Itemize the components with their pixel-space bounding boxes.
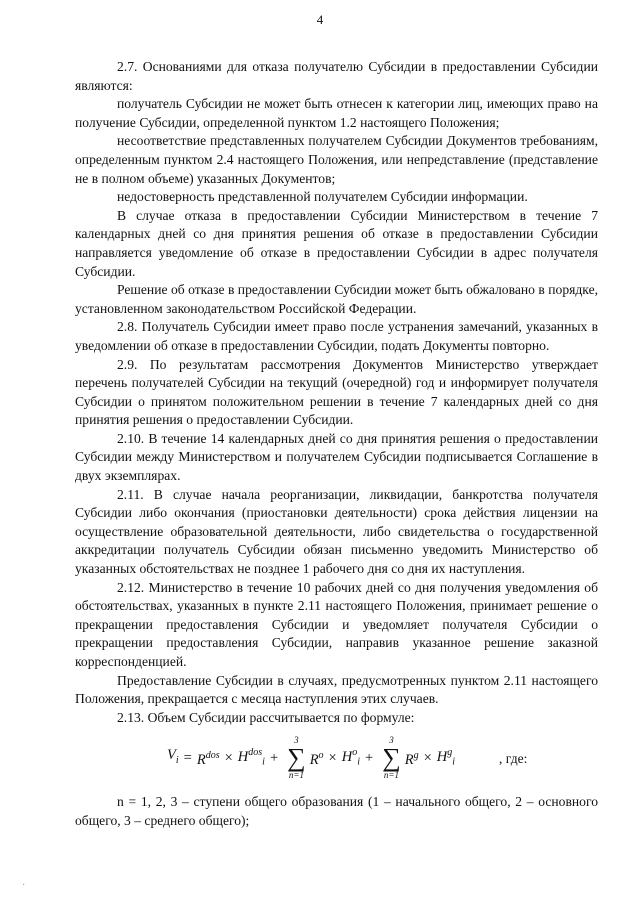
paragraph: недостоверность представленной получателем Субсидии информации.	[117, 189, 528, 205]
formula-plus: +	[365, 750, 374, 767]
paragraph: 2.13. Объем Субсидии рассчитывается по формуле:	[117, 709, 415, 725]
paragraph: 2.10. В течение 14 календарных дней со дня принятия решения о предоставлении Субсидии между Министерством и получателем Субсидии подписывается Соглашение в двух экземплярах.	[75, 430, 598, 484]
paragraph: несоответствие представленных получателем Субсидии Документов требованиям, определенным пунктом 2.4 настоящего Положения, или непредставление (представление не в полном объеме) указанных Документов;	[75, 133, 598, 186]
formula-tail: , где:	[499, 751, 528, 767]
formula-r-dos: $R^{dos}$	[196, 750, 220, 768]
formula-h-g: $H^g_i$	[436, 747, 456, 768]
formula-block	[75, 731, 598, 787]
paragraph: n = 1, 2, 3 – ступени общего образования (1 – начального общего, 2 – основного общего, 3 – среднего общего);	[75, 794, 598, 828]
formula-equals: =	[183, 750, 192, 767]
paragraph: 2.12. Министерство в течение 10 рабочих дней со дня получения уведомления об обстоятельствах, указанных в пункте 2.11 настоящего Положения, принимает решение о прекращении предоставления Субсидии и уведомляет получателя Субсидии о прекращении предоставления Субсидии, направив указанное решение заказной корреспонденцией.	[75, 579, 598, 669]
summation-2: 3 ∑ n=1	[382, 735, 401, 781]
scan-mark: ·	[22, 880, 26, 891]
subsidy-formula	[167, 735, 455, 781]
formula-times: ×	[328, 750, 337, 767]
paragraph: Предоставление Субсидии в случаях, предусмотренных пунктом 2.11 настоящего Положения, прекращается с месяца наступления этих случаев.	[75, 672, 598, 707]
paragraph: 2.9. По результатам рассмотрения Документов Министерство утверждает перечень получателей Субсидии на текущий (очередной) год и информирует получателя Субсидии о принятом положительном решении в течение 7 календарных дней со дня принятия решения о предоставлении Субсидии.	[75, 356, 598, 428]
formula-h-o: $H^o_i$	[341, 747, 360, 768]
paragraph: получатель Субсидии не может быть отнесен к категории лиц, имеющих право на получение Субсидии, определенной пунктом 1.2 настоящего Положения;	[75, 96, 598, 130]
paragraph: В случае отказа в предоставлении Субсидии Министерством в течение 7 календарных дней со дня принятия решения об отказе в предоставлении Субсидии направляется уведомление об отказе в предоставлении Субсидии в адрес получателя Субсидии.	[75, 207, 598, 279]
summation-1: 3 ∑ n=1	[287, 735, 306, 781]
formula-times: ×	[423, 750, 432, 767]
formula-r-o: $R^o$	[309, 750, 324, 768]
formula-h-dos: $H^{dos}_i$	[237, 747, 265, 768]
formula-r-g: $R^g$	[404, 750, 419, 768]
paragraph: 2.7. Основаниями для отказа получателю Субсидии в предоставлении Субсидии являются:	[75, 59, 598, 93]
formula-lhs: $V_i$	[167, 747, 179, 767]
document-body	[75, 58, 598, 831]
paragraph: Решение об отказе в предоставлении Субсидии может быть обжаловано в порядке, установленном законодательством Российской Федерации.	[75, 282, 598, 316]
page-number: 4	[316, 12, 324, 27]
paragraph: 2.11. В случае начала реорганизации, ликвидации, банкротства получателя Субсидии либо окончания (приостановки деятельности) срока действия лицензии на осуществление образовательной деятельности, либо свидетельства о государственной аккредитации получатель Субсидии обязан письменно уведомить Министерство об указанных обстоятельствах не позднее 1 рабочего дня со дня их наступления.	[75, 486, 598, 577]
formula-times: ×	[224, 750, 233, 767]
paragraph: 2.8. Получатель Субсидии имеет право после устранения замечаний, указанных в уведомлении об отказе в предоставлении Субсидии, подать Документы повторно.	[75, 319, 598, 353]
formula-plus: +	[269, 750, 279, 767]
